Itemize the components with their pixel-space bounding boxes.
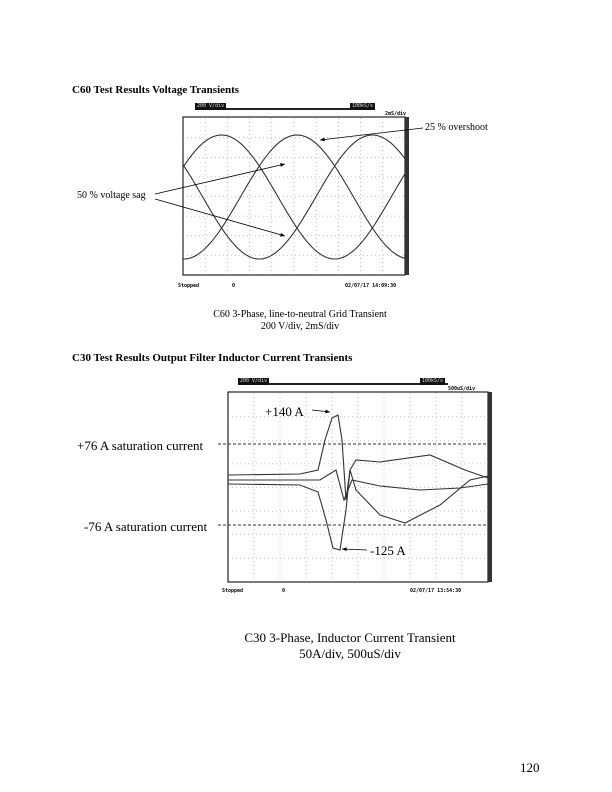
peak-negative-label: -125 A [370, 543, 406, 558]
scope1-phase-trace [183, 135, 405, 259]
scope1-frame [183, 117, 405, 275]
scope2-scrollbar [488, 392, 492, 582]
figure1-caption-line2: 200 V/div, 2mS/div [260, 321, 340, 332]
scope1-timestamp: 02/07/17 14:09:30 [345, 283, 397, 289]
scope1-volts-div: 200 V/div [197, 103, 225, 109]
peak-positive-label: +140 A [265, 404, 304, 419]
section2-heading: C30 Test Results Output Filter Inductor Current Transients [72, 352, 353, 364]
peak-negative-arrow-head [342, 547, 347, 551]
scope1-phase-trace [183, 135, 405, 259]
scope2-time-div: 500uS/div [448, 386, 476, 392]
sat-positive-label: +76 A saturation current [77, 438, 204, 453]
scope2-timestamp: 02/07/17 13:54:30 [410, 588, 462, 594]
figure1-caption [150, 309, 450, 333]
overshoot-arrow-head [320, 138, 325, 142]
scope2-marker: 0 [282, 588, 286, 594]
peak-positive-arrow-head [325, 410, 330, 414]
scope2-volts-div: 200 V/div [240, 378, 268, 384]
page-number: 120 [520, 760, 540, 775]
sat-negative-label: -76 A saturation current [84, 519, 208, 534]
scope2-rate: 100kS/s [422, 378, 444, 384]
voltage-sag-label: 50 % voltage sag [77, 190, 146, 201]
scope1-scrollbar [405, 117, 409, 275]
scope1-marker: 0 [232, 283, 236, 289]
scope1-time-div: 2mS/div [385, 111, 407, 117]
scope1-phase-trace [183, 135, 405, 259]
section1-heading: C60 Test Results Voltage Transients [72, 84, 240, 96]
scope1-status: Stopped [178, 283, 200, 289]
figure1-caption-line1: C60 3-Phase, line-to-neutral Grid Transient [213, 309, 387, 320]
figure2-caption [200, 630, 500, 662]
sag-arrow-upper [155, 164, 285, 194]
scope2-status: Stopped [222, 588, 244, 594]
overshoot-label: 25 % overshoot [425, 122, 488, 133]
sag-arrow-upper-head [280, 163, 285, 167]
figure2-caption-line1: C30 3-Phase, Inductor Current Transient [244, 630, 456, 645]
sag-arrow-lower-head [280, 233, 285, 237]
scope1-rate: 100kS/s [352, 103, 374, 109]
figure2-caption-line2: 50A/div, 500uS/div [299, 646, 401, 661]
